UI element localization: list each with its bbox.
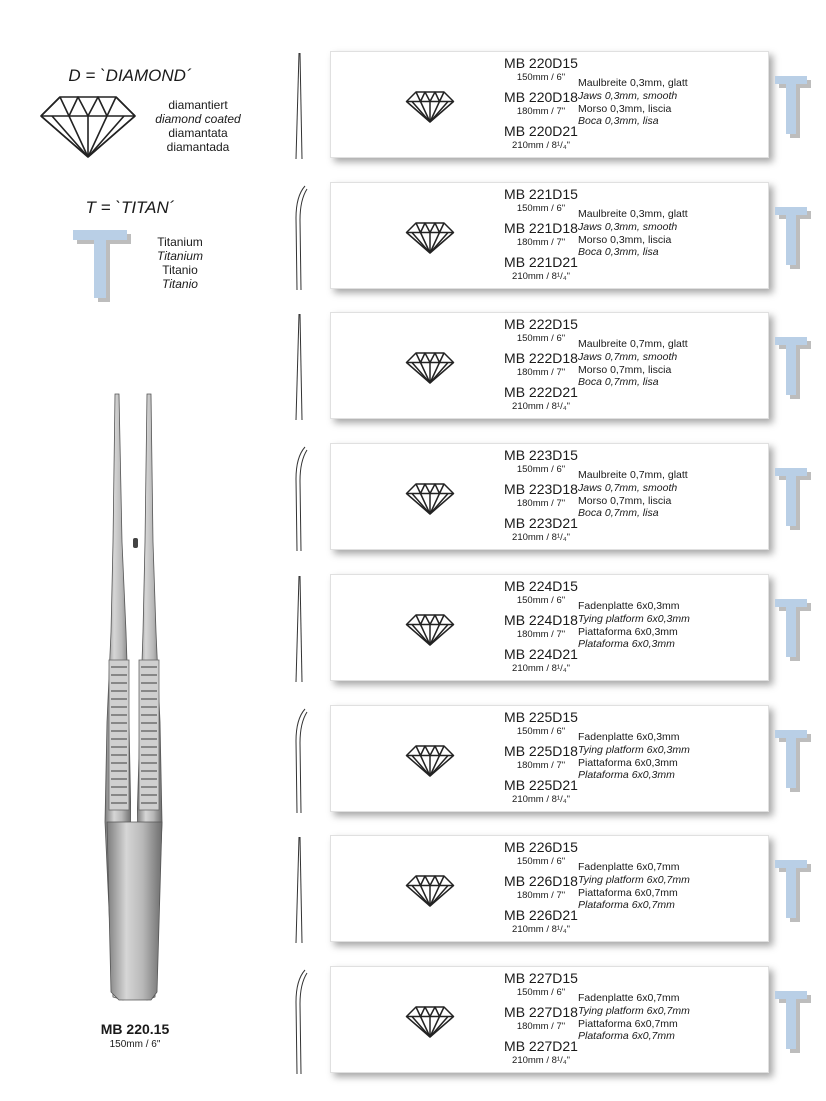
titan-icon [775, 468, 811, 530]
tip-outline [300, 314, 302, 420]
tip-outline [296, 576, 299, 682]
product-description: Maulbreite 0,7mm, glatt Jaws 0,7mm, smooth Morso 0,7mm, liscia Boca 0,7mm, lisa [578, 338, 688, 389]
product-row [285, 835, 805, 948]
tip-image [285, 308, 315, 420]
product-description: Maulbreite 0,3mm, glatt Jaws 0,3mm, smooth Morso 0,3mm, liscia Boca 0,3mm, lisa [578, 77, 688, 128]
product-row [285, 705, 805, 818]
main-instrument-size: 150mm / 6" [109, 1039, 161, 1050]
product-description: Fadenplatte 6x0,7mm Tying platform 6x0,7mm Piattaforma 6x0,7mm Plataforma 6x0,7mm [578, 992, 690, 1043]
product-code: MB 225D18 [504, 743, 578, 759]
diamond-icon [405, 613, 455, 647]
product-code: MB 227D18 [504, 1004, 578, 1020]
diamond-legend-text: diamantiert diamond coated diamantata diamantada [155, 98, 241, 154]
titan-icon [775, 337, 811, 399]
product-code: MB 221D18 [504, 220, 578, 236]
product-size: 210mm / 8¹/₄" [512, 140, 570, 151]
product-code: MB 220D15 [504, 55, 578, 71]
product-size: 180mm / 7" [516, 629, 566, 640]
diamond-legend-title: D = `DIAMOND´ [68, 66, 192, 85]
product-description: Maulbreite 0,7mm, glatt Jaws 0,7mm, smooth Morso 0,7mm, liscia Boca 0,7mm, lisa [578, 469, 688, 520]
product-row [285, 312, 805, 425]
tip-image [285, 47, 315, 159]
titan-legend-text: Titanium Titanium Titanio Titanio [157, 235, 203, 291]
titan-icon [775, 991, 811, 1053]
tip-image [285, 570, 315, 682]
product-description: Maulbreite 0,3mm, glatt Jaws 0,3mm, smooth Morso 0,3mm, liscia Boca 0,3mm, lisa [578, 208, 688, 259]
product-code: MB 226D15 [504, 839, 578, 855]
tip-outline [300, 189, 307, 290]
diamond-icon [405, 1005, 455, 1039]
product-row [285, 182, 805, 295]
product-code: MB 224D21 [504, 646, 578, 662]
product-size: 210mm / 8¹/₄" [512, 924, 570, 935]
product-size: 150mm / 6" [516, 726, 566, 737]
product-row [285, 966, 805, 1079]
titan-icon [775, 860, 811, 922]
tip-image [285, 701, 315, 813]
product-code: MB 226D21 [504, 907, 578, 923]
product-card [330, 574, 769, 681]
product-size: 180mm / 7" [516, 237, 566, 248]
product-code: MB 223D18 [504, 481, 578, 497]
product-description: Fadenplatte 6x0,3mm Tying platform 6x0,3mm Piattaforma 6x0,3mm Plataforma 6x0,3mm [578, 600, 690, 651]
tip-outline [300, 450, 307, 551]
product-code: MB 222D18 [504, 350, 578, 366]
product-size: 150mm / 6" [516, 856, 566, 867]
product-size: 150mm / 6" [516, 987, 566, 998]
product-size: 180mm / 7" [516, 367, 566, 378]
forceps-image [95, 392, 175, 1004]
product-size: 150mm / 6" [516, 203, 566, 214]
diamond-icon [405, 482, 455, 516]
diamond-icon [405, 874, 455, 908]
product-size: 150mm / 6" [516, 464, 566, 475]
product-size: 210mm / 8¹/₄" [512, 1055, 570, 1066]
product-size: 180mm / 7" [516, 890, 566, 901]
tip-outline [296, 314, 299, 420]
product-size: 180mm / 7" [516, 498, 566, 509]
diamond-icon [405, 351, 455, 385]
diamond-icon [405, 744, 455, 778]
product-code: MB 220D18 [504, 89, 578, 105]
product-code: MB 227D15 [504, 970, 578, 986]
main-instrument-code: MB 220.15 [100, 1021, 170, 1037]
product-row [285, 51, 805, 164]
product-code: MB 224D15 [504, 578, 578, 594]
tip-outline [296, 837, 299, 943]
tip-outline [300, 53, 302, 159]
product-size: 180mm / 7" [516, 106, 566, 117]
product-size: 150mm / 6" [516, 595, 566, 606]
product-size: 180mm / 7" [516, 760, 566, 771]
product-code: MB 225D21 [504, 777, 578, 793]
tip-outline [300, 837, 302, 943]
titan-icon [775, 207, 811, 269]
product-code: MB 220D21 [504, 123, 578, 139]
product-card [330, 835, 769, 942]
product-description: Fadenplatte 6x0,7mm Tying platform 6x0,7mm Piattaforma 6x0,7mm Plataforma 6x0,7mm [578, 861, 690, 912]
product-card [330, 51, 769, 158]
titan-icon [775, 599, 811, 661]
titan-legend-title: T = `TITAN´ [85, 198, 175, 217]
diamond-icon [38, 94, 138, 160]
product-size: 210mm / 8¹/₄" [512, 271, 570, 282]
product-card [330, 312, 769, 419]
tip-image [285, 439, 315, 551]
product-card [330, 966, 769, 1073]
product-code: MB 223D15 [504, 447, 578, 463]
diamond-icon [405, 221, 455, 255]
tip-outline [300, 973, 307, 1074]
tip-outline [300, 712, 307, 813]
product-card [330, 705, 769, 812]
product-description: Fadenplatte 6x0,3mm Tying platform 6x0,3mm Piattaforma 6x0,3mm Plataforma 6x0,3mm [578, 731, 690, 782]
product-code: MB 222D21 [504, 384, 578, 400]
product-code: MB 225D15 [504, 709, 578, 725]
titan-icon [775, 730, 811, 792]
product-code: MB 223D21 [504, 515, 578, 531]
tip-image [285, 962, 315, 1074]
product-code: MB 226D18 [504, 873, 578, 889]
diamond-icon [405, 90, 455, 124]
product-card [330, 182, 769, 289]
product-row [285, 574, 805, 687]
product-size: 210mm / 8¹/₄" [512, 532, 570, 543]
product-size: 150mm / 6" [516, 333, 566, 344]
product-code: MB 224D18 [504, 612, 578, 628]
product-size: 210mm / 8¹/₄" [512, 401, 570, 412]
product-size: 180mm / 7" [516, 1021, 566, 1032]
tip-outline [296, 53, 299, 159]
product-row [285, 443, 805, 556]
product-code: MB 227D21 [504, 1038, 578, 1054]
product-size: 150mm / 6" [516, 72, 566, 83]
product-size: 210mm / 8¹/₄" [512, 663, 570, 674]
titan-icon [775, 76, 811, 138]
product-card [330, 443, 769, 550]
tip-image [285, 831, 315, 943]
product-size: 210mm / 8¹/₄" [512, 794, 570, 805]
titan-icon [73, 230, 135, 304]
tip-image [285, 178, 315, 290]
tip-outline [300, 576, 302, 682]
product-code: MB 221D15 [504, 186, 578, 202]
product-code: MB 222D15 [504, 316, 578, 332]
product-code: MB 221D21 [504, 254, 578, 270]
